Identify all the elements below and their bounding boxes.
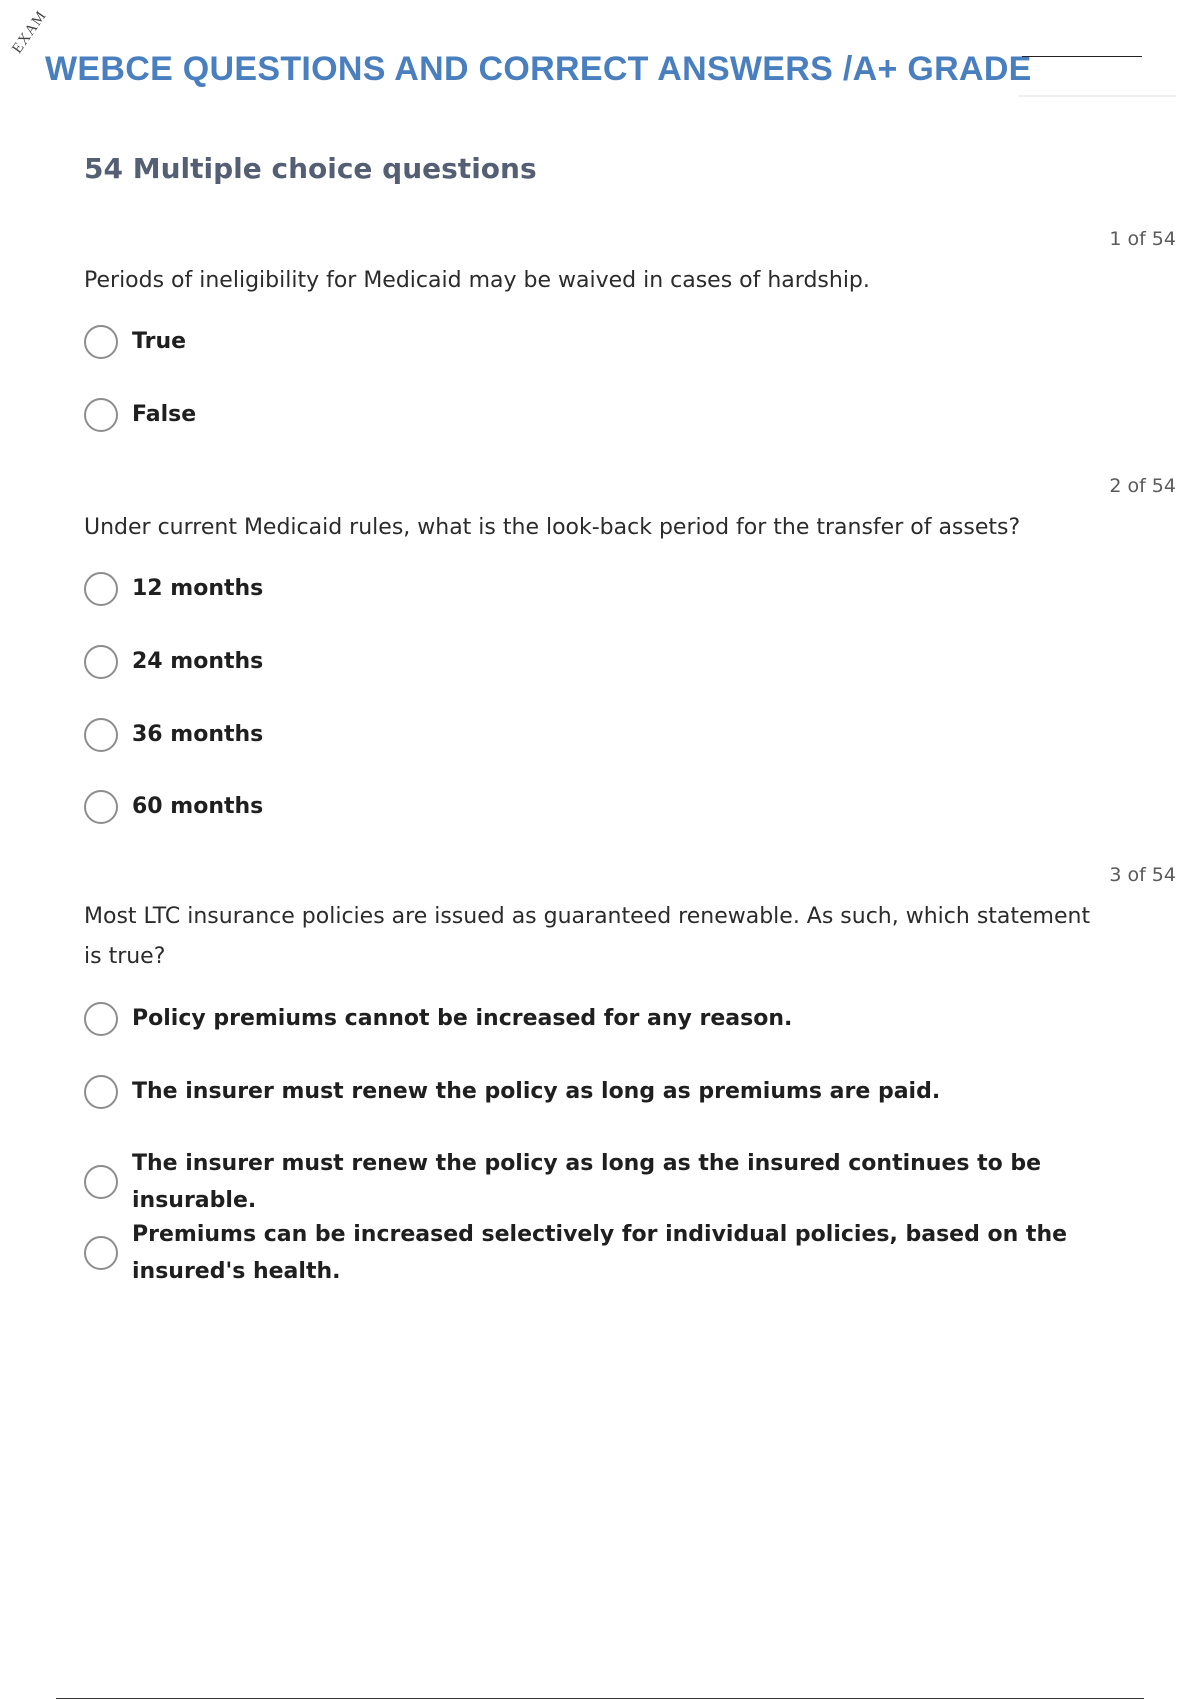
radio-button[interactable] bbox=[84, 718, 118, 752]
answer-label: 24 months bbox=[132, 649, 264, 674]
question-text: Most LTC insurance policies are issued as guaranteed renewable. As such, which statement is true? bbox=[84, 904, 1091, 969]
radio-button[interactable] bbox=[84, 1165, 118, 1199]
document-title: WEBCE QUESTIONS AND CORRECT ANSWERS /A+ GRADE bbox=[45, 50, 1032, 88]
answer-option-d[interactable] bbox=[84, 1216, 1134, 1290]
question-counter: 1 of 54 bbox=[1109, 228, 1176, 250]
answer-label: 60 months bbox=[132, 794, 264, 819]
answer-option-24-months[interactable] bbox=[84, 643, 1134, 680]
question-1 bbox=[84, 228, 1176, 438]
answer-label: 12 months bbox=[132, 576, 264, 601]
radio-button[interactable] bbox=[84, 1236, 118, 1270]
answer-option-false[interactable] bbox=[84, 396, 1134, 433]
answer-option-c[interactable] bbox=[84, 1145, 1134, 1219]
radio-button[interactable] bbox=[84, 1002, 118, 1036]
question-counter: 3 of 54 bbox=[1109, 864, 1176, 886]
answer-option-a[interactable] bbox=[84, 1000, 1134, 1037]
question-counter: 2 of 54 bbox=[1109, 475, 1176, 497]
answer-option-12-months[interactable] bbox=[84, 570, 1134, 607]
radio-button[interactable] bbox=[84, 398, 118, 432]
title-underline bbox=[1018, 95, 1176, 97]
answer-option-true[interactable] bbox=[84, 323, 1134, 360]
answer-label: True bbox=[132, 329, 187, 354]
question-text: Periods of ineligibility for Medicaid may be waived in cases of hardship. bbox=[84, 268, 870, 293]
answer-label: 36 months bbox=[132, 722, 264, 747]
radio-button[interactable] bbox=[84, 572, 118, 606]
radio-button[interactable] bbox=[84, 645, 118, 679]
radio-button[interactable] bbox=[84, 1075, 118, 1109]
section-heading: 54 Multiple choice questions bbox=[84, 152, 537, 185]
question-3 bbox=[84, 864, 1176, 1304]
question-text: Under current Medicaid rules, what is the look-back period for the transfer of assets? bbox=[84, 515, 1021, 540]
answer-option-36-months[interactable] bbox=[84, 716, 1134, 753]
answer-label: The insurer must renew the policy as long as premiums are paid. bbox=[132, 1079, 941, 1104]
answer-label: Premiums can be increased selectively for individual policies, based on the insured's health. bbox=[132, 1222, 1068, 1284]
question-2 bbox=[84, 475, 1176, 835]
answer-option-b[interactable] bbox=[84, 1073, 1134, 1110]
title-divider bbox=[1022, 56, 1142, 57]
answer-option-60-months[interactable] bbox=[84, 788, 1134, 825]
radio-button[interactable] bbox=[84, 790, 118, 824]
answer-label: The insurer must renew the policy as long as the insured continues to be insurable. bbox=[132, 1151, 1042, 1213]
radio-button[interactable] bbox=[84, 325, 118, 359]
exam-stamp: EXAM bbox=[9, 7, 51, 57]
footer-divider bbox=[56, 1698, 1144, 1699]
answer-label: False bbox=[132, 402, 197, 427]
answer-label: Policy premiums cannot be increased for any reason. bbox=[132, 1006, 793, 1031]
